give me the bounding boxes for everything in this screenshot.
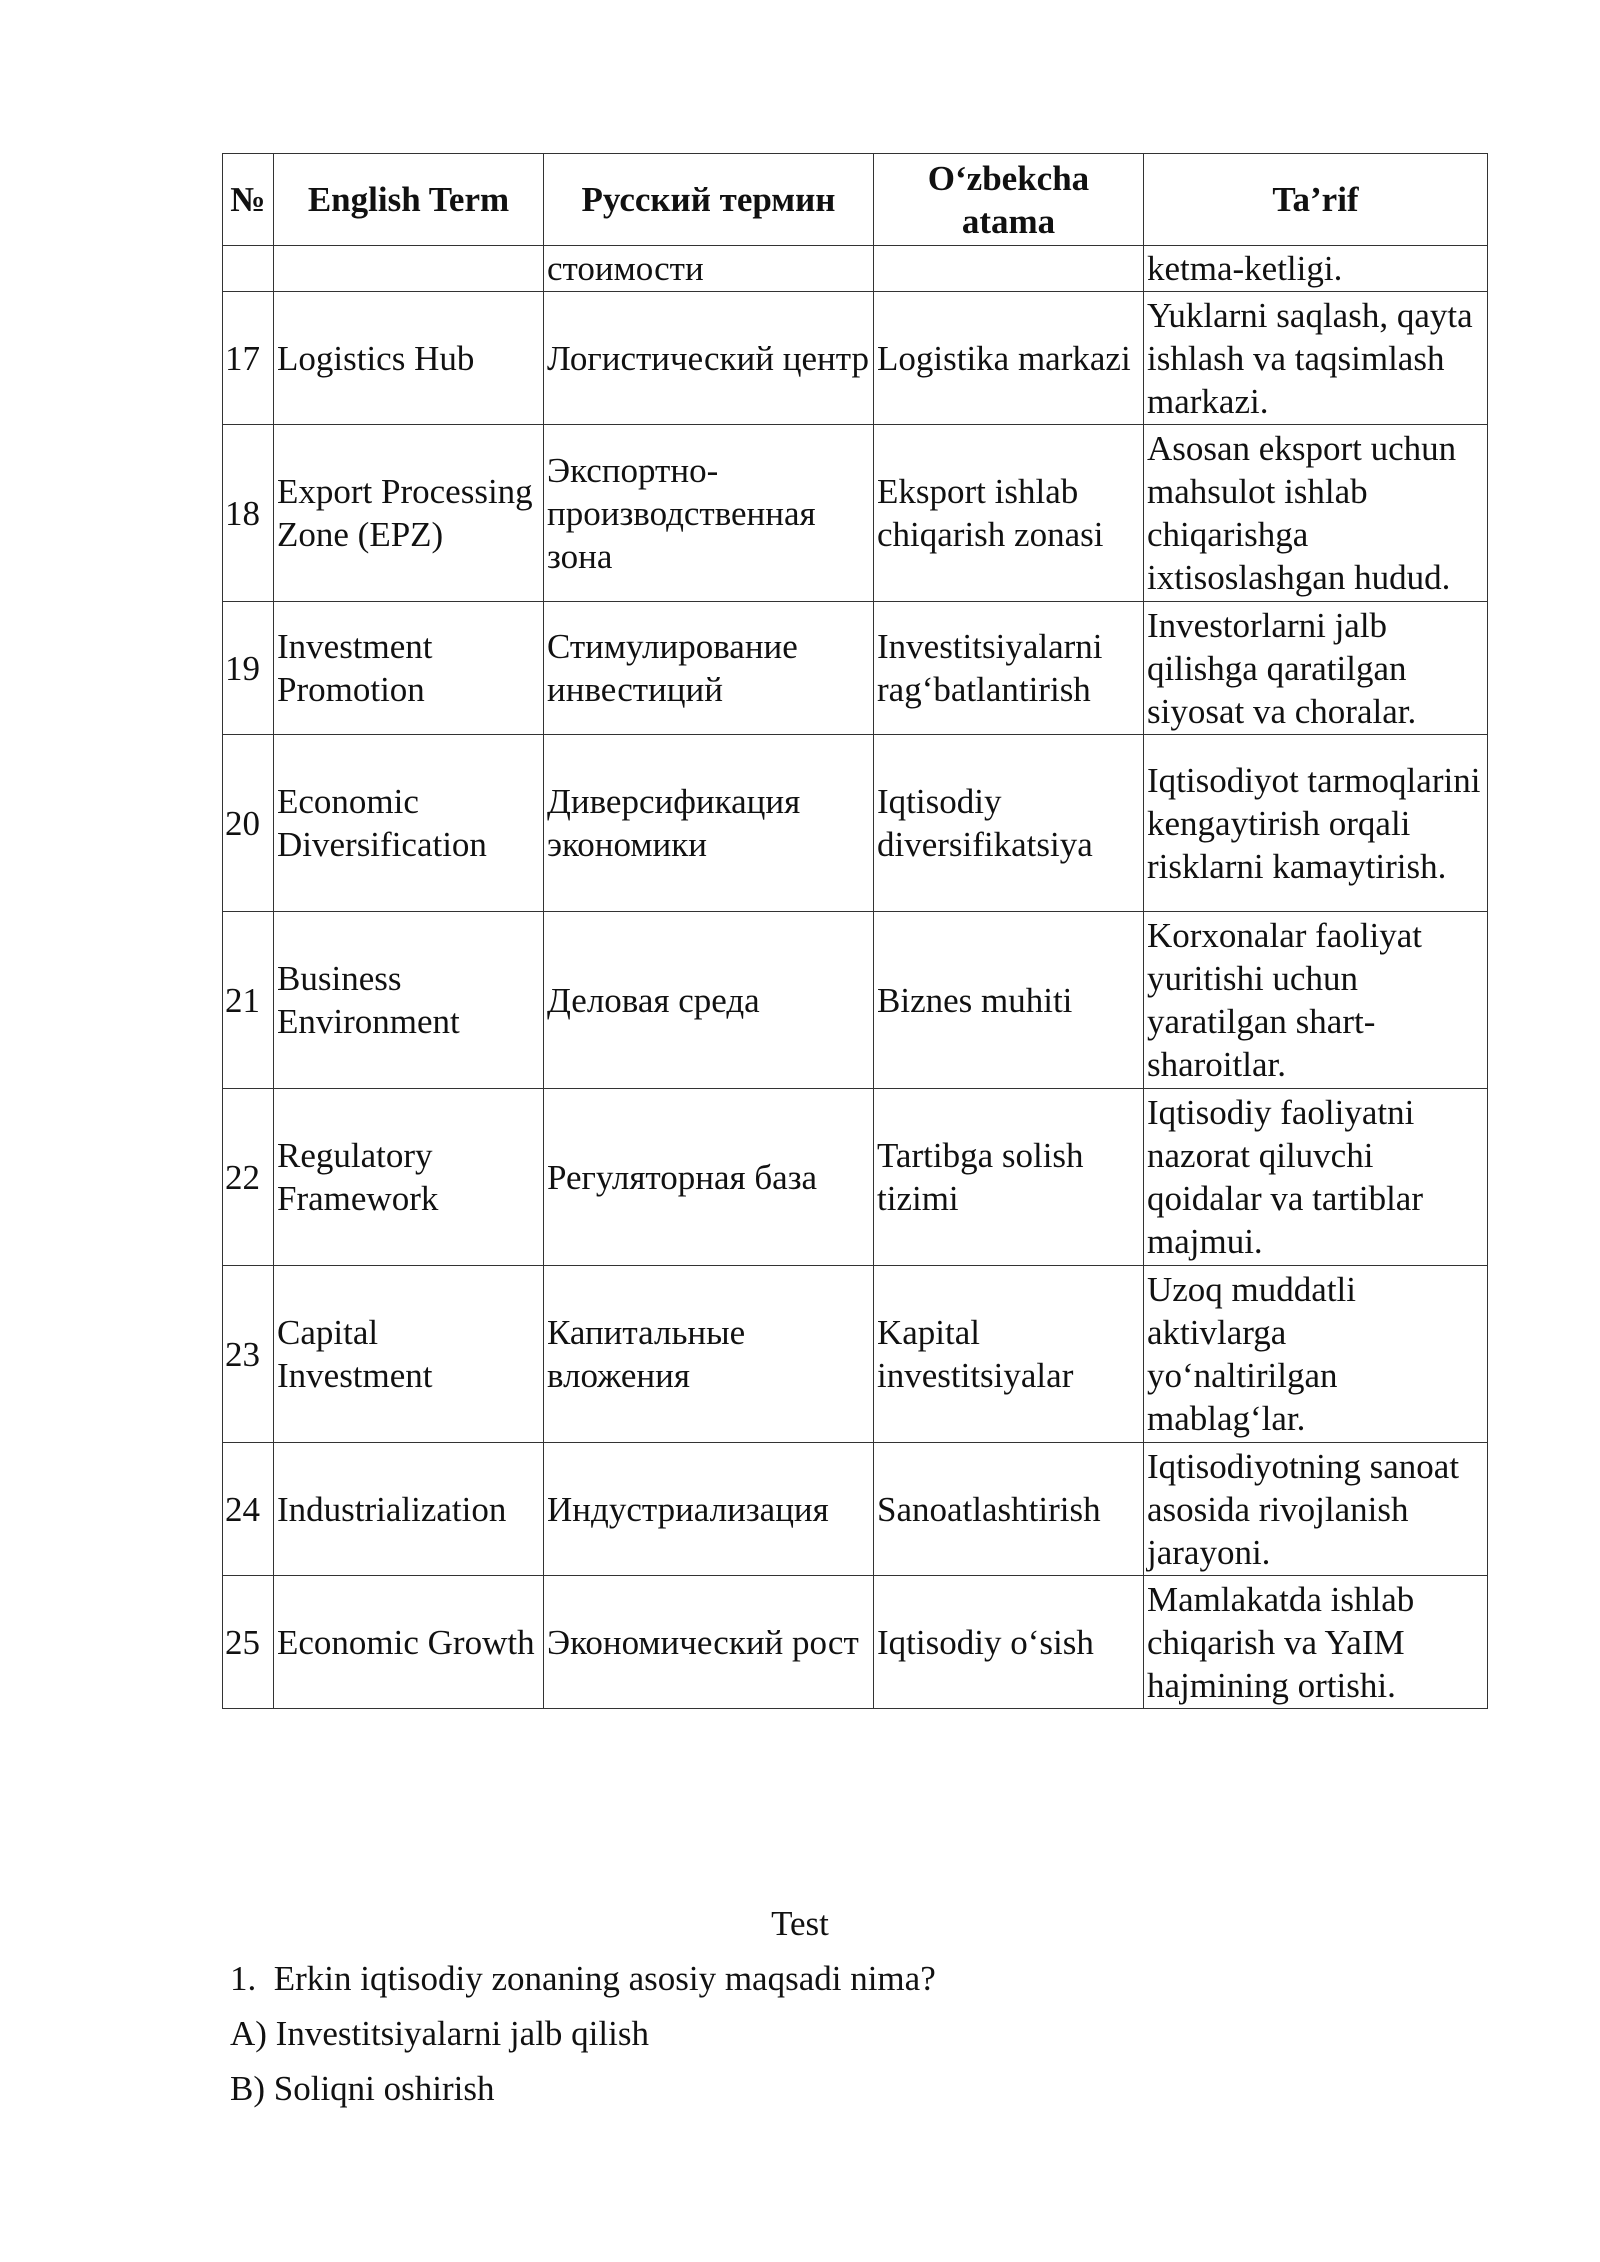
cell-russian: Деловая среда	[544, 912, 874, 1089]
cell-english: Capital Investment	[274, 1266, 544, 1443]
cell-english	[274, 246, 544, 292]
table-row-continuation	[223, 246, 1488, 292]
cell-uzbek	[874, 246, 1144, 292]
table-row	[223, 425, 1488, 602]
cell-uzbek: Iqtisodiy o‘sish	[874, 1576, 1144, 1709]
cell-russian: стоимости	[544, 246, 874, 292]
glossary-table	[222, 153, 1488, 1709]
header-uzbek-term: O‘zbekcha atama	[874, 154, 1144, 246]
cell-russian: Регуляторная база	[544, 1089, 874, 1266]
cell-definition: Asosan eksport uchun mahsulot ishlab chiqarishga ixtisoslashgan hudud.	[1144, 425, 1488, 602]
cell-uzbek: Sanoatlashtirish	[874, 1443, 1144, 1576]
cell-english: Export Processing Zone (EPZ)	[274, 425, 544, 602]
cell-english: Regulatory Framework	[274, 1089, 544, 1266]
table-row	[223, 602, 1488, 735]
cell-uzbek: Eksport ishlab chiqarish zonasi	[874, 425, 1144, 602]
cell-definition: ketma-ketligi.	[1144, 246, 1488, 292]
cell-num: 19	[223, 602, 274, 735]
cell-num: 21	[223, 912, 274, 1089]
cell-uzbek: Tartibga solish tizimi	[874, 1089, 1144, 1266]
cell-uzbek: Iqtisodiy diversifikatsiya	[874, 735, 1144, 912]
header-russian-term: Русский термин	[544, 154, 874, 246]
cell-num: 22	[223, 1089, 274, 1266]
question-number: 1.	[230, 1959, 257, 1998]
table-row	[223, 912, 1488, 1089]
cell-num: 23	[223, 1266, 274, 1443]
test-heading: Test	[771, 1904, 829, 1943]
cell-english: Economic Growth	[274, 1576, 544, 1709]
cell-num: 24	[223, 1443, 274, 1576]
table-row	[223, 1089, 1488, 1266]
header-english-term: English Term	[274, 154, 544, 246]
cell-definition: Iqtisodiy faoliyatni nazorat qiluvchi qoidalar va tartiblar majmui.	[1144, 1089, 1488, 1266]
cell-num: 25	[223, 1576, 274, 1709]
cell-uzbek: Biznes muhiti	[874, 912, 1144, 1089]
cell-russian: Капитальные вложения	[544, 1266, 874, 1443]
cell-english: Logistics Hub	[274, 292, 544, 425]
cell-definition: Investorlarni jalb qilishga qaratilgan siyosat va choralar.	[1144, 602, 1488, 735]
cell-english: Business Environment	[274, 912, 544, 1089]
cell-definition: Iqtisodiyot tarmoqlarini kengaytirish orqali risklarni kamaytirish.	[1144, 735, 1488, 912]
cell-english: Economic Diversification	[274, 735, 544, 912]
cell-uzbek: Investitsiyalarni rag‘batlantirish	[874, 602, 1144, 735]
cell-russian: Экспортно-производственная зона	[544, 425, 874, 602]
test-question	[230, 1957, 936, 2000]
cell-english: Industrialization	[274, 1443, 544, 1576]
cell-definition: Uzoq muddatli aktivlarga yo‘naltirilgan mablag‘lar.	[1144, 1266, 1488, 1443]
question-text: Erkin iqtisodiy zonaning asosiy maqsadi nima?	[273, 1959, 936, 1998]
table-row	[223, 1266, 1488, 1443]
cell-num: 18	[223, 425, 274, 602]
cell-russian: Диверсификация экономики	[544, 735, 874, 912]
cell-definition: Iqtisodiyotning sanoat asosida rivojlanish jarayoni.	[1144, 1443, 1488, 1576]
cell-num: 20	[223, 735, 274, 912]
answer-option-a: A) Investitsiyalarni jalb qilish	[230, 2014, 649, 2053]
cell-num	[223, 246, 274, 292]
cell-definition: Mamlakatda ishlab chiqarish va YaIM hajmining ortishi.	[1144, 1576, 1488, 1709]
table-row	[223, 292, 1488, 425]
cell-russian: Логистический центр	[544, 292, 874, 425]
cell-definition: Yuklarni saqlash, qayta ishlash va taqsimlash markazi.	[1144, 292, 1488, 425]
table-row	[223, 1576, 1488, 1709]
cell-russian: Индустриализация	[544, 1443, 874, 1576]
cell-definition: Korxonalar faoliyat yuritishi uchun yaratilgan shart-sharoitlar.	[1144, 912, 1488, 1089]
cell-russian: Стимулирование инвестиций	[544, 602, 874, 735]
cell-num: 17	[223, 292, 274, 425]
cell-uzbek: Kapital investitsiyalar	[874, 1266, 1144, 1443]
cell-uzbek: Logistika markazi	[874, 292, 1144, 425]
table-row	[223, 735, 1488, 912]
answer-option-b: B) Soliqni oshirish	[230, 2069, 495, 2108]
header-definition: Ta’rif	[1144, 154, 1488, 246]
header-num: №	[223, 154, 274, 246]
table-row	[223, 1443, 1488, 1576]
cell-english: Investment Promotion	[274, 602, 544, 735]
cell-russian: Экономический рост	[544, 1576, 874, 1709]
table-header-row	[223, 154, 1488, 246]
